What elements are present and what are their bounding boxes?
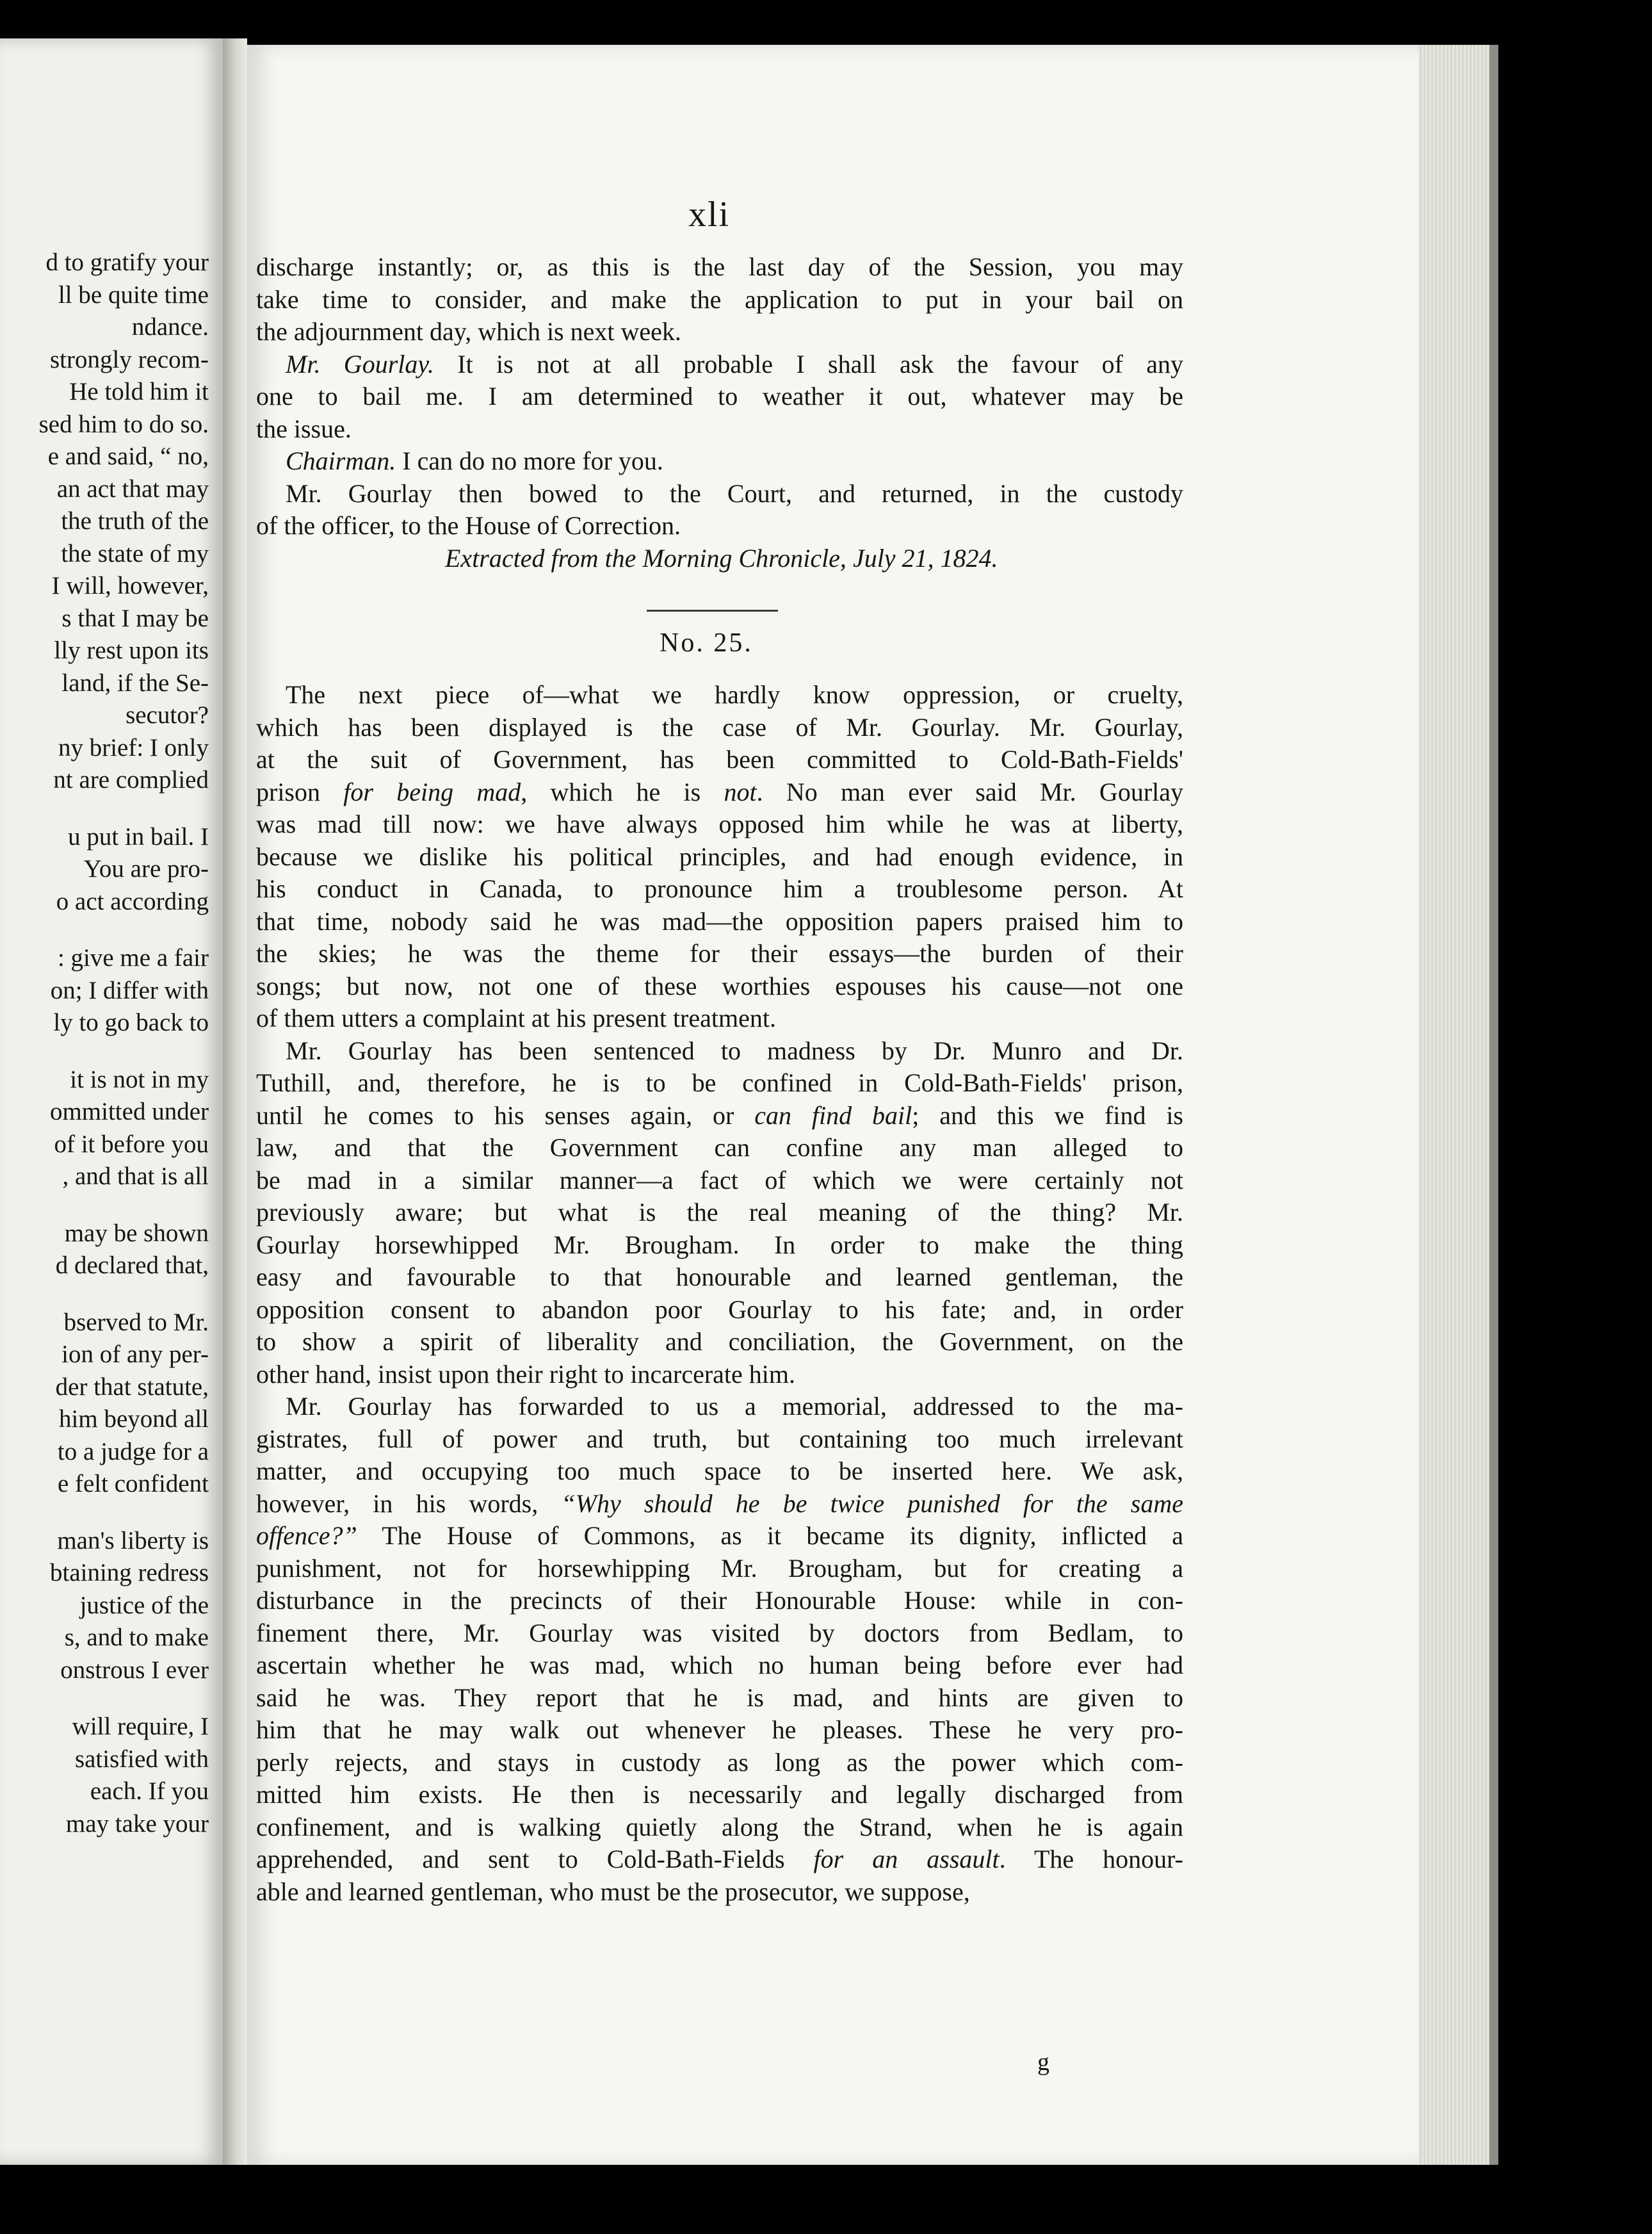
- book-gutter: [223, 38, 247, 2165]
- left-text-line: You are pro-: [83, 855, 209, 883]
- text-line: Mr. Gourlay. It is not at all probable I shall ask the favour of any: [286, 349, 1183, 379]
- text-line: other hand, insist upon their right to incarcerate him.: [256, 1359, 795, 1389]
- text-line: gistrates, full of power and truth, but containing too much irrelevant: [256, 1424, 1183, 1453]
- left-text-line: will require, I: [72, 1713, 209, 1740]
- text-line: of the officer, to the House of Correction.: [256, 511, 681, 540]
- text-line: was mad till now: we have always opposed him while he was at liberty,: [256, 810, 1183, 838]
- left-text-line: an act that may: [56, 475, 209, 503]
- text-line: said he was. They report that he is mad, and hints are given to: [256, 1683, 1183, 1712]
- left-text-line: s, and to make: [64, 1624, 209, 1651]
- left-page-text: [0, 247, 209, 1840]
- article-body: [256, 679, 1183, 1908]
- left-text-line: s that I may be: [61, 604, 209, 632]
- text-line: The next piece of—what we hardly know oppression, or cruelty,: [286, 680, 1183, 709]
- text-line: the skies; he was the theme for their essays—the burden of their: [256, 939, 1183, 968]
- text-line: that time, nobody said he was mad—the opposition papers praised him to: [256, 906, 1183, 936]
- text-line: matter, and occupying too much space to be inserted here. We ask,: [256, 1456, 1183, 1485]
- left-text-line: justice of the: [79, 1591, 209, 1619]
- left-text-line: ommitted under: [49, 1098, 209, 1125]
- text-line: Tuthill, and, therefore, he is to be confined in Cold-Bath-Fields' prison,: [256, 1068, 1183, 1097]
- text-line: perly rejects, and stays in custody as long as the power which com-: [256, 1747, 1183, 1777]
- text-line: however, in his words, “Why should he be twice punished for the same: [256, 1488, 1183, 1518]
- line-gap: [0, 1501, 209, 1525]
- left-text-line: , and that is all: [62, 1162, 209, 1190]
- speaker-gourlay: Mr. Gourlay.: [286, 349, 434, 379]
- text-line: until he comes to his senses again, or can find bail; and this we find is: [256, 1100, 1183, 1130]
- left-text-line: land, if the Se-: [61, 669, 209, 697]
- text-line: songs; but now, not one of these worthies espouses his cause—not one: [256, 971, 1183, 1000]
- text-line: Mr. Gourlay then bowed to the Court, and returned, in the custody: [286, 478, 1183, 508]
- left-text-line: btaining redress: [49, 1559, 209, 1586]
- text-line: be mad in a similar manner—a fact of which we were certainly not: [256, 1165, 1183, 1194]
- left-text-line: on; I differ with: [50, 976, 209, 1004]
- line-gap: [0, 918, 209, 942]
- left-text-line: bserved to Mr.: [63, 1308, 209, 1336]
- left-text-line: sed him to do so.: [38, 410, 209, 438]
- text-line: finement there, Mr. Gourlay was visited by doctors from Bedlam, to: [256, 1618, 1183, 1647]
- line-gap: [0, 1193, 209, 1218]
- left-text-line: ll be quite time: [58, 281, 209, 309]
- left-text-line: u put in bail. I: [68, 822, 209, 851]
- speaker-chairman: Chairman.: [286, 446, 396, 475]
- left-text-line: to a judge for a: [57, 1437, 209, 1465]
- text-line: confinement, and is walking quietly along the Strand, when he is again: [256, 1812, 1183, 1841]
- text-line: him that he may walk out whenever he pleases. These he very pro-: [256, 1715, 1183, 1744]
- text-line: take time to consider, and make the application to put in your bail on: [256, 284, 1183, 314]
- text-line: easy and favourable to that honourable and learned gentleman, the: [256, 1262, 1183, 1291]
- text-line: discharge instantly; or, as this is the last day of the Session, you may: [256, 252, 1183, 281]
- dialogue-block: [256, 251, 1183, 575]
- left-text-line: him beyond all: [59, 1405, 209, 1433]
- text-line: Chairman. I can do no more for you.: [286, 446, 663, 475]
- left-text-line: the truth of the: [61, 507, 209, 535]
- left-text-line: ndance.: [131, 313, 209, 341]
- left-text-line: of it before you: [54, 1130, 209, 1158]
- section-heading: No. 25.: [660, 628, 753, 658]
- text-line: which has been displayed is the case of Mr. Gourlay. Mr. Gourlay,: [256, 712, 1183, 742]
- text-line: opposition consent to abandon poor Gourlay to his fate; and, in order: [256, 1294, 1183, 1324]
- printer-signature-mark: g: [1037, 2049, 1049, 2076]
- book-edge: [1489, 45, 1498, 2165]
- text-line: punishment, not for horsewhipping Mr. Brougham, but for creating a: [256, 1553, 1183, 1583]
- left-facing-page: [0, 38, 223, 2165]
- left-text-line: lly rest upon its: [54, 637, 209, 664]
- left-text-line: man's liberty is: [57, 1526, 209, 1554]
- left-text-line: may be shown: [64, 1219, 209, 1247]
- text-line: the adjournment day, which is next week.: [256, 317, 681, 346]
- text-line: Gourlay horsewhipped Mr. Brougham. In order to make the thing: [256, 1230, 1183, 1259]
- left-text-line: nt are complied: [53, 766, 209, 794]
- left-text-line: secutor?: [126, 701, 209, 729]
- left-text-line: ny brief: I only: [58, 733, 209, 762]
- text-line: Mr. Gourlay has forwarded to us a memorial, addressed to the ma-: [286, 1392, 1183, 1421]
- left-text-line: strongly recom-: [49, 345, 209, 373]
- page-number: xli: [688, 195, 731, 234]
- left-text-line: : give me a fair: [57, 944, 209, 972]
- text-line: ascertain whether he was mad, which no human being before ever had: [256, 1651, 1183, 1679]
- line-gap: [0, 1282, 209, 1307]
- text-line: at the suit of Government, has been committed to Cold-Bath-Fields': [256, 745, 1183, 774]
- text-line: apprehended, and sent to Cold-Bath-Fields for an assault. The honour-: [256, 1845, 1183, 1873]
- text-line: previously aware; but what is the real meaning of the thing? Mr.: [256, 1198, 1183, 1227]
- line-gap: [0, 1686, 209, 1711]
- text-line: of them utters a complaint at his present treatment.: [256, 1004, 776, 1032]
- left-text-line: each. If you: [90, 1777, 209, 1805]
- text-line: his conduct in Canada, to pronounce him a troublesome person. At: [256, 874, 1183, 903]
- text-line: mitted him exists. He then is necessarily and legally discharged from: [256, 1780, 1183, 1809]
- text-line: to show a spirit of liberality and conciliation, the Government, on the: [256, 1327, 1183, 1356]
- text-line: law, and that the Government can confine any man alleged to: [256, 1133, 1183, 1162]
- text-line: Mr. Gourlay has been sentenced to madness by Dr. Munro and Dr.: [286, 1036, 1183, 1065]
- left-text-line: He told him it: [69, 378, 209, 405]
- left-text-line: ion of any per-: [61, 1341, 209, 1368]
- text-line: because we dislike his political principles, and had enough evidence, in: [256, 842, 1183, 871]
- left-text-line: e and said, “ no,: [47, 443, 209, 470]
- section-rule: [647, 610, 778, 612]
- text-line: the issue.: [256, 414, 352, 443]
- left-text-line: satisfied with: [74, 1745, 209, 1773]
- text-line: prison for being mad, which he is not. No man ever said Mr. Gourlay: [256, 777, 1184, 806]
- left-text-line: onstrous I ever: [60, 1656, 209, 1684]
- left-text-line: d to gratify your: [45, 249, 209, 276]
- left-text-line: the state of my: [61, 539, 209, 567]
- left-text-line: may take your: [65, 1809, 209, 1838]
- text-line: disturbance in the precincts of their Honourable House: while in con-: [256, 1586, 1183, 1615]
- left-text-line: der that statute,: [55, 1373, 209, 1401]
- left-text-line: it is not in my: [70, 1065, 209, 1093]
- left-text-line: d declared that,: [55, 1252, 209, 1279]
- left-text-line: I will, however,: [51, 572, 209, 599]
- line-gap: [0, 1040, 209, 1064]
- text-line: one to bail me. I am determined to weather it out, whatever may be: [256, 382, 1183, 411]
- left-text-line: o act according: [56, 887, 209, 915]
- text-line: offence?” The House of Commons, as it became its dignity, inflicted a: [256, 1521, 1183, 1550]
- text-line: able and learned gentleman, who must be the prosecutor, we suppose,: [256, 1877, 970, 1906]
- left-text-line: ly to go back to: [53, 1009, 209, 1036]
- line-gap: [0, 797, 209, 821]
- left-text-line: e felt confident: [57, 1470, 209, 1497]
- page-edges: [1419, 45, 1489, 2165]
- source-attribution: Extracted from the Morning Chronicle, July 21, 1824.: [445, 543, 998, 573]
